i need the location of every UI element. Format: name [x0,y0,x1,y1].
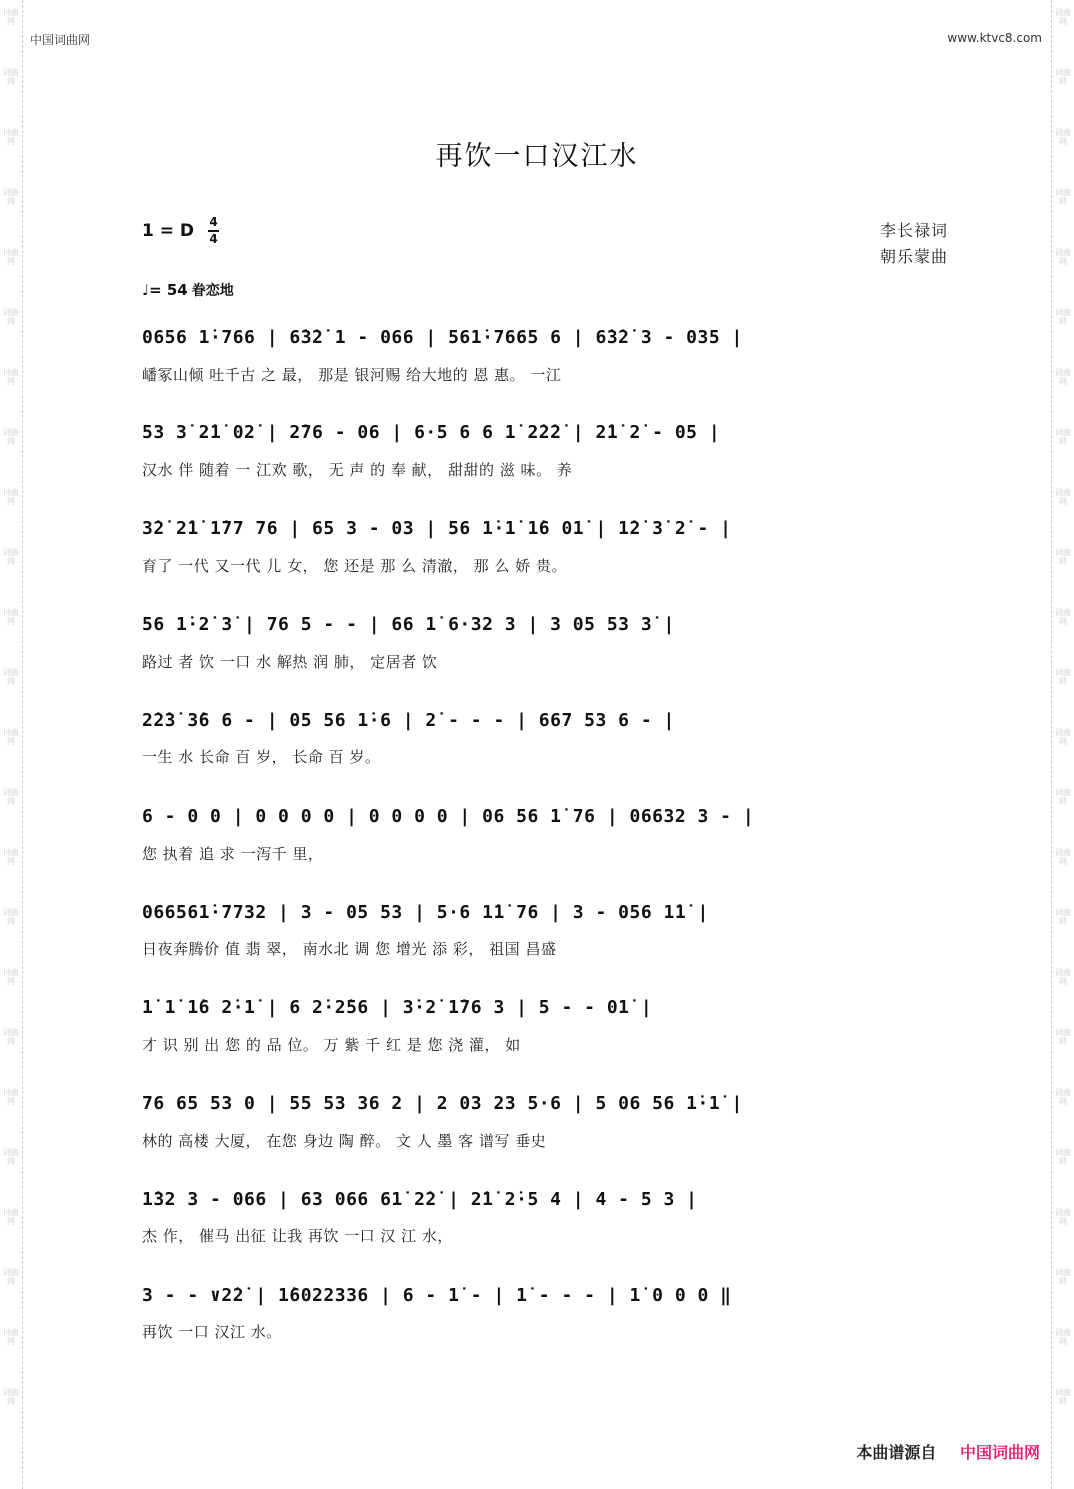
notation-line-7: 066561̇·7732 | 3 - 05 53 | 5·6 1̇1̇ 76 | 3 - 056 1̇1̇ | [142,902,709,923]
watermark-text: 词曲网 [1055,848,1071,866]
watermark-text: 词曲网 [3,248,19,266]
time-top: 4 [209,215,218,229]
watermark-text: 词曲网 [1055,368,1071,386]
watermark-text: 词曲网 [1055,968,1071,986]
watermark-text: 词曲网 [3,1148,19,1166]
watermark-text: 词曲网 [3,608,19,626]
lyric-line-7: 日夜奔腾价 值 翡 翠， 南水北 调 您 增光 添 彩， 祖国 昌盛 [142,940,557,958]
watermark-text: 词曲网 [3,1268,19,1286]
watermark-text: 词曲网 [1055,1148,1071,1166]
source-label: 本曲谱源自 [856,1443,937,1462]
watermark-text: 词曲网 [3,68,19,86]
notation-line-11: 3 - - ∨2̇2̇ | 1̇6022336 | 6 - 1̇ - | 1̇ - - - | 1̇ 0 0 0 ‖ [142,1285,732,1306]
watermark-text: 词曲网 [3,428,19,446]
notation-line-4: 56 1̇·2̇ 3̇ | 76 5 - - | 66 1̇ 6·32 3 | 3 05 53 3̇ | [142,614,675,635]
watermark-text: 词曲网 [3,848,19,866]
watermark-text: 词曲网 [3,128,19,146]
lyric-line-4: 路过 者 饮 一口 水 解热 润 肺， 定居者 饮 [142,653,438,671]
lyric-line-9: 林的 高楼 大厦， 在您 身边 陶 醉。 文 人 墨 客 谱写 垂史 [142,1132,547,1150]
watermark-text: 词曲网 [1055,488,1071,506]
composer: 朝乐蒙曲 [879,247,948,266]
lyric-line-6: 您 执着 追 求 一泻千 里， [142,845,324,863]
watermark-text: 词曲网 [1055,608,1071,626]
watermark-text: 词曲网 [1055,308,1071,326]
watermark-text: 词曲网 [1055,728,1071,746]
watermark-text: 词曲网 [3,788,19,806]
watermark-text: 词曲网 [3,488,19,506]
lyric-line-2: 汉水 伴 随着 一 江欢 歌， 无 声 的 奉 献， 甜甜的 滋 味。 养 [142,461,573,479]
lyric-line-5: 一生 水 长命 百 岁， 长命 百 岁。 [142,748,381,766]
expression-text: 眷恋地 [191,283,234,299]
watermark-text: 词曲网 [1055,668,1071,686]
site-name: 中国词曲网 [30,33,91,47]
watermark-text: 词曲网 [3,8,19,26]
time-signature [208,216,219,246]
watermark-text: 词曲网 [1055,1328,1071,1346]
watermark-text: 词曲网 [1055,1028,1071,1046]
watermark-text: 词曲网 [3,188,19,206]
watermark-text: 词曲网 [3,1388,19,1406]
watermark-text: 词曲网 [1055,68,1071,86]
watermark-text: 词曲网 [1055,1208,1071,1226]
lyric-line-1: 嶓冢山倾 吐千古 之 最， 那是 银河赐 给大地的 恩 惠。 一江 [142,366,562,384]
key-label: 1 = D [142,220,195,241]
watermark-text: 词曲网 [3,728,19,746]
watermark-text: 词曲网 [3,548,19,566]
watermark-text: 词曲网 [3,908,19,926]
watermark-text: 词曲网 [1055,248,1071,266]
watermark-text: 词曲网 [1055,1088,1071,1106]
tempo-value: ♩= 54 [142,281,188,299]
notation-line-3: 3̇2̇ 2̇1̇ 1̇77 76 | 65 3 - 03 | 56 1̇·1̇ 1̇6 01̇ | 1̇2̇ 3̇ 2̇ - | [142,518,732,539]
left-watermark-strip [0,0,23,1489]
watermark-text: 词曲网 [1055,1388,1071,1406]
watermark-text: 词曲网 [1055,8,1071,26]
source-footer [856,1440,1040,1463]
tempo-marking [142,280,234,300]
watermark-text: 词曲网 [3,1328,19,1346]
song-title: 再饮一口汉江水 [435,141,639,172]
watermark-text: 词曲网 [3,368,19,386]
time-bottom: 4 [209,231,218,246]
lyric-line-3: 育了 一代 又一代 儿 女， 您 还是 那 么 清澈， 那 么 娇 贵。 [142,557,567,575]
lyricist: 李长禄词 [879,221,948,240]
key-signature [142,216,219,246]
lyric-line-11: 再饮 一口 汉江 水。 [142,1323,282,1341]
notation-line-8: 1̇ 1̇ 1̇6 2̇·1̇ | 6 2̇·2̇56 | 3̇·2̇ 1̇76 3 | 5 - - 01̇ | [142,997,653,1018]
watermark-text: 词曲网 [3,308,19,326]
watermark-text: 词曲网 [1055,188,1071,206]
notation-line-10: 1̇32 3 - 066 | 63 066 61̇ 2̇2̇ | 2̇1̇ 2̇·5 4 | 4 - 5 3 | [142,1189,698,1210]
watermark-text: 词曲网 [1055,1268,1071,1286]
watermark-text: 词曲网 [1055,128,1071,146]
watermark-text: 词曲网 [3,668,19,686]
notation-line-6: 6 - 0 0 | 0 0 0 0 | 0 0 0 0 | 06 56 1̇ 76 | 06632 3 - | [142,806,755,827]
watermark-text: 词曲网 [1055,908,1071,926]
notation-line-9: 76 65 53 0 | 55 53 36 2 | 2 03 23 5·6 | 5 06 56 1̇·1̇ | [142,1093,743,1114]
source-brand[interactable]: 中国词曲网 [959,1443,1040,1462]
watermark-text: 词曲网 [3,1088,19,1106]
watermark-text: 词曲网 [1055,428,1071,446]
notation-line-5: 2̇2̇3̇ 3̇6 6 - | 05 56 1̇·6 | 2̇ - - - | 667 53 6 - | [142,710,675,731]
lyric-line-10: 杰 作， 催马 出征 让我 再饮 一口 汉 江 水， [142,1227,453,1245]
site-url[interactable]: www.ktvc8.com [947,31,1042,45]
notation-line-2: 53 3̇ 2̇1̇ 02̇ | 2̇76 - 06 | 6·5 6 6 1̇ 2̇2̇2̇ | 2̇1̇ 2̇ - 05 | [142,422,721,443]
watermark-text: 词曲网 [1055,788,1071,806]
watermark-text: 词曲网 [3,1028,19,1046]
watermark-text: 词曲网 [3,968,19,986]
watermark-text: 词曲网 [1055,548,1071,566]
watermark-text: 词曲网 [3,1208,19,1226]
lyric-line-8: 才 识 别 出 您 的 品 位。 万 紫 千 红 是 您 浇 灌， 如 [142,1036,521,1054]
right-watermark-strip [1051,0,1074,1489]
notation-line-1: 0656 1̇·766 | 6̇3̇2̇ 1 - 066 | 561̇·7665 6 | 6̇3̇2̇ 3 - 035 | [142,327,743,348]
